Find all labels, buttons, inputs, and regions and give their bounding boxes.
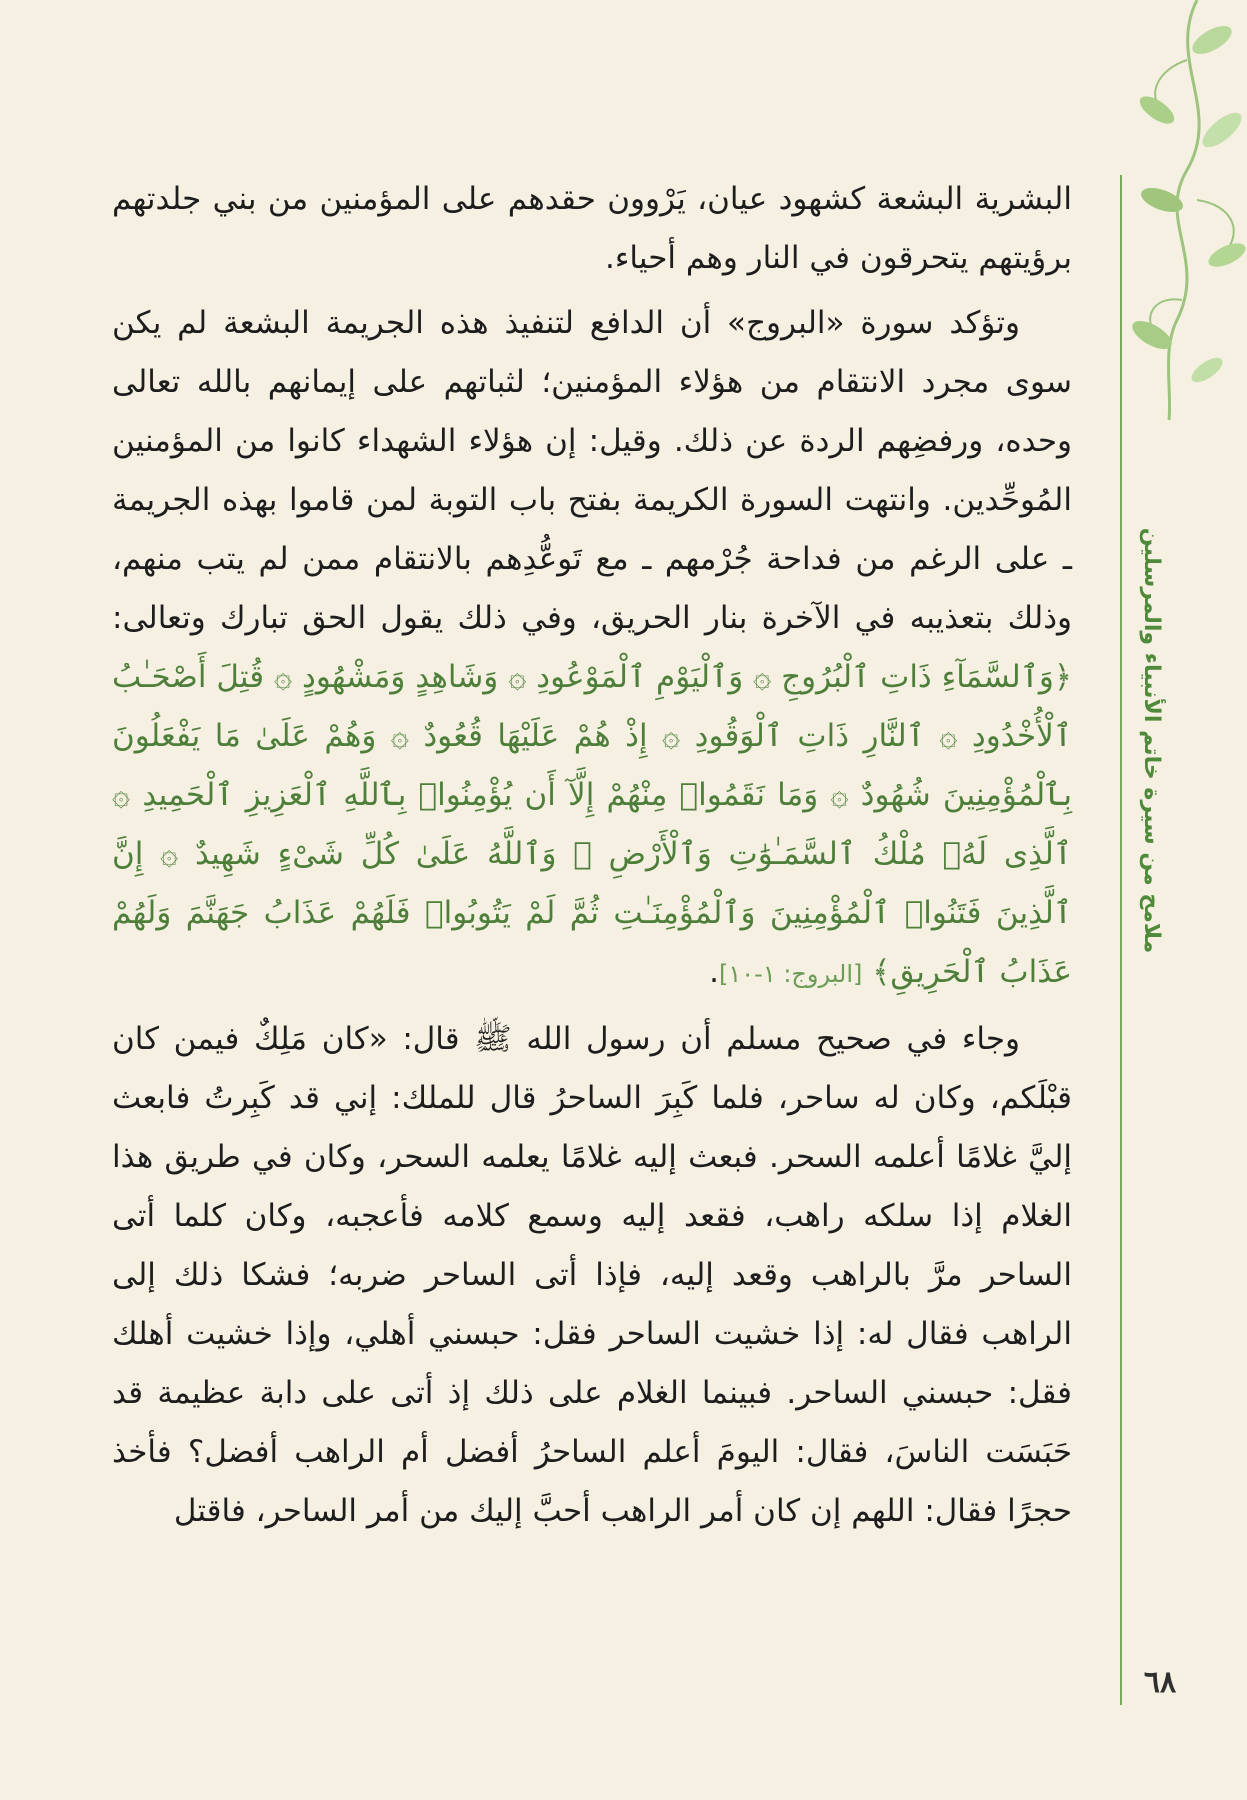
- vine-ornament-icon: [1047, 0, 1247, 420]
- page-number: ٦٨: [1143, 1665, 1177, 1700]
- paragraph-2-text: وتؤكد سورة «البروج» أن الدافع لتنفيذ هذه الجريمة البشعة لم يكن سوى مجرد الانتقام من هؤلاء المؤمنين؛ لثباتهم على إيمانهم بالله تعالى وحده، ورفضِهم الردة عن ذلك. وقيل: إن هؤلاء الشهداء كانوا من المؤمنين المُوحِّدين. وانتهت السورة الكريمة بفتح باب التوبة لمن قاموا بهذه الجريمة ـ على الرغم من فداحة جُرْمهم ـ مع تَوعُّدِهم بالانتقام ممن لم يتب منهم، وذلك بتعذيبه في الآخرة بنار الحريق، وفي ذلك يقول الحق تبارك وتعالى:: [112, 305, 1072, 636]
- running-header: [1132, 460, 1172, 1020]
- paragraph-3: وجاء في صحيح مسلم أن رسول الله ﷺ قال: «كان مَلِكٌ فيمن كان قبْلَكم، وكان له ساحر، فلما كَبِرَ الساحرُ قال للملك: إني قد كَبِرتُ فابعث إليَّ غلامًا أعلمه السحر. فبعث إليه غلامًا يعلمه السحر، وكان في طريق هذا الغلام إذا سلكه راهب، فقعد إليه وسمع كلامه فأعجبه، وكان كلما أتى الساحر مرَّ بالراهب وقعد إليه، فإذا أتى الساحر ضربه؛ فشكا ذلك إلى الراهب فقال له: إذا خشيت الساحر فقل: حبسني أهلي، وإذا خشيت أهلك فقل: حبسني الساحر. فبينما الغلام على ذلك إذ أتى على دابة عظيمة قد حَبَسَت الناسَ، فقال: اليومَ أعلم الساحرُ أفضل أم الراهب أفضل؟ فأخذ حجرًا فقال: اللهم إن كان أمر الراهب أحبَّ إليك من أمر الساحر، فاقتل: [112, 1021, 1072, 1529]
- quran-reference: [البروج: ١-١٠]: [719, 960, 863, 988]
- body-text: [112, 170, 1072, 1547]
- paragraph-1: البشرية البشعة كشهود عيان، يَرْوون حقدهم على المؤمنين من بني جلدتهم برؤيتهم يتحرقون في النار وهم أحياء.: [112, 181, 1072, 276]
- paragraph-2: [112, 294, 1072, 1004]
- quran-end-mark: .: [709, 954, 719, 990]
- quran-verses: ﴿وَٱلسَّمَآءِ ذَاتِ ٱلْبُرُوجِ ۞ وَٱلْيَوْمِ ٱلْمَوْعُودِ ۞ وَشَاهِدٍ وَمَشْهُودٍ ۞ قُتِلَ أَصْحَـٰبُ ٱلْأُخْدُودِ ۞ ٱلنَّارِ ذَاتِ ٱلْوَقُودِ ۞ إِذْ هُمْ عَلَيْهَا قُعُودٌ ۞ وَهُمْ عَلَىٰ مَا يَفْعَلُونَ بِٱلْمُؤْمِنِينَ شُهُودٌ ۞ وَمَا نَقَمُوا۟ مِنْهُمْ إِلَّآ أَن يُؤْمِنُوا۟ بِٱللَّهِ ٱلْعَزِيزِ ٱلْحَمِيدِ ۞ ٱلَّذِى لَهُۥ مُلْكُ ٱلسَّمَـٰوَٰتِ وَٱلْأَرْضِ ۚ وَٱللَّهُ عَلَىٰ كُلِّ شَىْءٍ شَهِيدٌ ۞ إِنَّ ٱلَّذِينَ فَتَنُوا۟ ٱلْمُؤْمِنِينَ وَٱلْمُؤْمِنَـٰتِ ثُمَّ لَمْ يَتُوبُوا۟ فَلَهُمْ عَذَابُ جَهَنَّمَ وَلَهُمْ عَذَابُ ٱلْحَرِيقِ﴾: [112, 659, 1072, 990]
- book-title: ملامح من سيرة خاتم الأنبياء والمرسلين: [1139, 527, 1165, 953]
- side-divider-line: [1120, 175, 1122, 1705]
